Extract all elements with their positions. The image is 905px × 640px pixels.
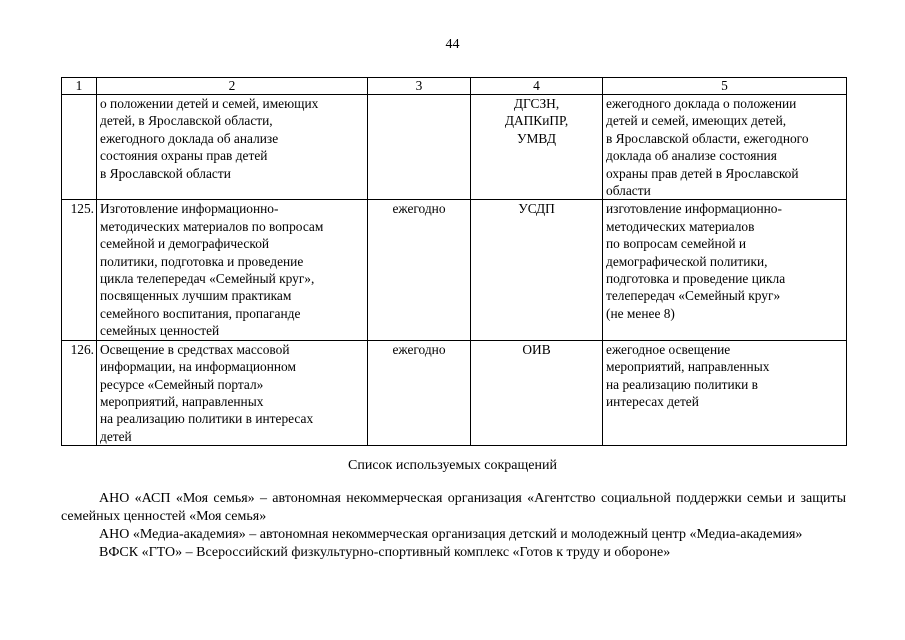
abbreviations-list bbox=[61, 490, 846, 562]
executor-cell: ОИВ bbox=[471, 340, 603, 445]
table-row bbox=[62, 340, 847, 445]
activity-cell: Изготовление информационно- методических материалов по вопросам семейной и демографической политики, подготовка и проведение цикла телепередач «Семейный круг», посвященных лучшим практикам семейного воспитания, пропаганде семейных ценностей bbox=[97, 200, 368, 340]
column-header: 5 bbox=[603, 78, 847, 95]
page-number: 44 bbox=[445, 37, 460, 52]
row-number-cell: 126. bbox=[62, 340, 97, 445]
abbreviation-item: АНО «АСП «Моя семья» – автономная некоммерческая организация «Агентство социальной поддержки семьи и защиты семейных ценностей «Моя семья» bbox=[61, 491, 846, 524]
executor-cell: ДГСЗН, ДАПКиПР, УМВД bbox=[471, 95, 603, 200]
table-row bbox=[62, 95, 847, 200]
abbreviation-item: АНО «Медиа-академия» – автономная некоммерческая организация детский и молодежный центр «Медиа-академия» bbox=[99, 527, 803, 542]
column-header: 1 bbox=[62, 78, 97, 95]
period-cell: ежегодно bbox=[368, 200, 471, 340]
result-cell: ежегодного доклада о положении детей и семей, имеющих детей, в Ярославской области, ежегодного доклада об анализе состояния охраны прав детей в Ярославской области bbox=[603, 95, 847, 200]
result-cell: изготовление информационно- методических материалов по вопросам семейной и демографической политики, подготовка и проведение цикла телепередач «Семейный круг» (не менее 8) bbox=[603, 200, 847, 340]
activity-cell: о положении детей и семей, имеющих детей, в Ярославской области, ежегодного доклада об анализе состояния охраны прав детей в Ярославской области bbox=[97, 95, 368, 200]
row-number-cell bbox=[62, 95, 97, 200]
column-header: 4 bbox=[471, 78, 603, 95]
period-cell: ежегодно bbox=[368, 340, 471, 445]
abbreviation-item: ВФСК «ГТО» – Всероссийский физкультурно-спортивный комплекс «Готов к труду и обороне» bbox=[99, 545, 671, 560]
table-row bbox=[62, 200, 847, 340]
period-cell bbox=[368, 95, 471, 200]
abbreviations-title: Список используемых сокращений bbox=[348, 458, 557, 473]
column-header: 3 bbox=[368, 78, 471, 95]
activity-cell: Освещение в средствах массовой информации, на информационном ресурсе «Семейный портал» мероприятий, направленных на реализацию политики в интересах детей bbox=[97, 340, 368, 445]
executor-cell: УСДП bbox=[471, 200, 603, 340]
table-header-row bbox=[62, 78, 847, 95]
activity-plan-table bbox=[61, 77, 847, 446]
row-number-cell: 125. bbox=[62, 200, 97, 340]
column-header: 2 bbox=[97, 78, 368, 95]
result-cell: ежегодное освещение мероприятий, направленных на реализацию политики в интересах детей bbox=[603, 340, 847, 445]
